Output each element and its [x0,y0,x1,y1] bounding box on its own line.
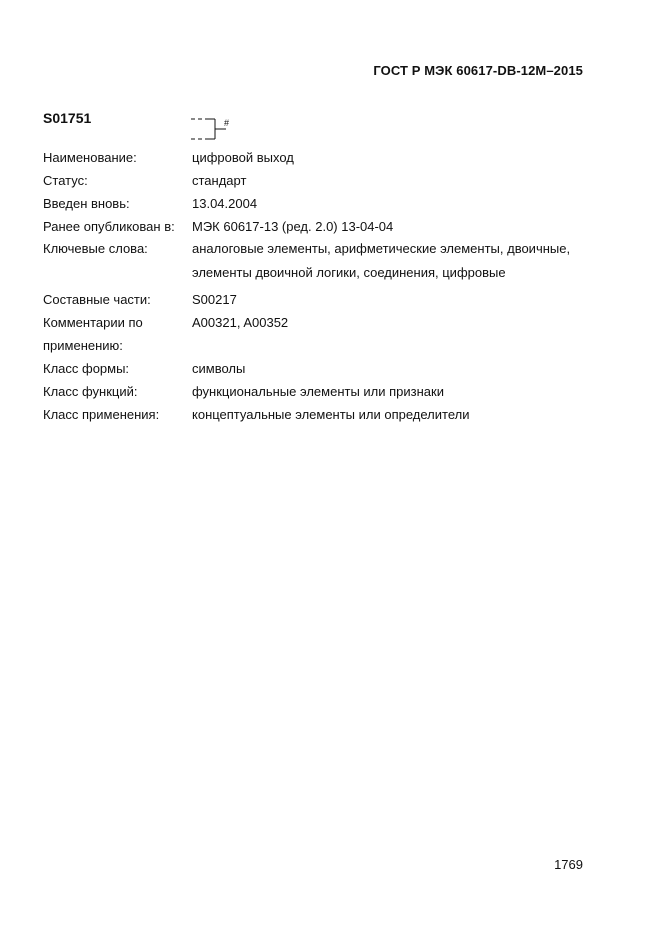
application-class-label: Класс применения: [43,407,160,422]
status-label: Статус: [43,173,88,188]
symbol-code: S01751 [43,110,92,126]
published-label: Ранее опубликован в: [43,219,175,234]
comments-label-line-2: применению: [43,338,123,353]
introduced-label: Введен вновь: [43,196,130,211]
published-value: МЭК 60617-13 (ред. 2.0) 13-04-04 [192,219,394,234]
parts-label: Составные части: [43,292,151,307]
keywords-label: Ключевые слова: [43,241,148,256]
document-standard-header: ГОСТ Р МЭК 60617-DB-12M–2015 [373,63,583,78]
digital-mark: # [224,118,230,128]
keywords-value-line-2: элементы двоичной логики, соединения, цифровые [192,265,506,280]
name-label: Наименование: [43,150,137,165]
function-class-label: Класс функций: [43,384,138,399]
name-value: цифровой выход [192,150,294,165]
function-class-value: функциональные элементы или признаки [192,384,444,399]
keywords-value-line-1: аналоговые элементы, арифметические элементы, двоичные, [192,241,571,256]
application-class-value: концептуальные элементы или определители [192,407,470,422]
shape-class-label: Класс формы: [43,361,130,376]
page-number: 1769 [554,857,583,872]
introduced-value: 13.04.2004 [192,196,258,211]
parts-value: S00217 [192,292,237,307]
comments-label-line-1: Комментарии по [43,315,143,330]
status-value: стандарт [192,173,247,188]
shape-class-value: символы [192,361,246,376]
comments-value: A00321, A00352 [192,315,289,330]
